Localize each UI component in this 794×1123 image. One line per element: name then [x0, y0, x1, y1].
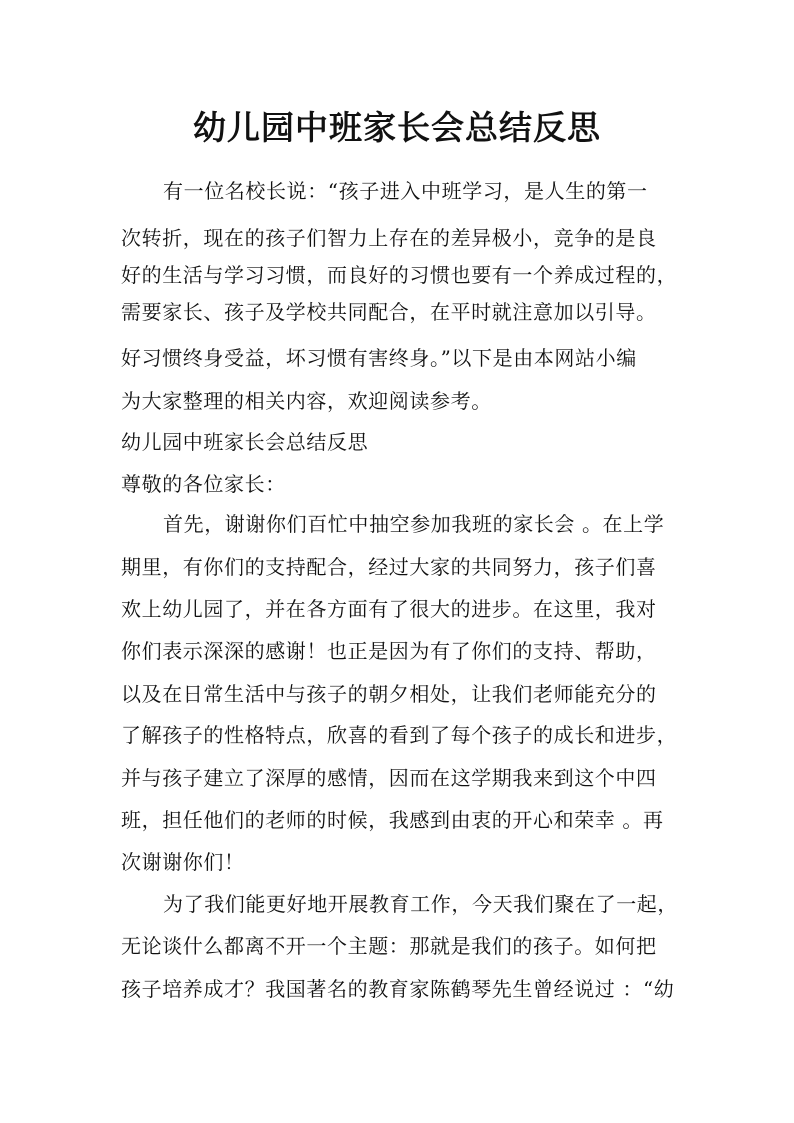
- paragraph-line: 班，担任他们的老师的时候，我感到由衷的开心和荣幸 。再: [121, 808, 664, 832]
- paragraph-line: 好习惯终身受益，坏习惯有害终身。”以下是由本网站小编: [121, 346, 637, 370]
- salutation: 尊敬的各位家长：: [121, 472, 286, 496]
- paragraph-line: 为大家整理的相关内容，欢迎阅读参考。: [121, 389, 492, 413]
- paragraph-line: 孩子培养成才？我国著名的教育家陈鹤琴先生曾经说过 ：“幼: [121, 977, 675, 1001]
- section-heading: 幼儿园中班家长会总结反思: [121, 430, 369, 454]
- paragraph-line: 欢上幼儿园了，并在各方面有了很大的进步。在这里，我对: [121, 597, 657, 621]
- paragraph-line: 需要家长、孩子及学校共同配合，在平时就注意加以引导。: [121, 300, 657, 324]
- paragraph-line: 有一位名校长说：“孩子进入中班学习，是人生的第一: [163, 179, 648, 203]
- paragraph-line: 为了我们能更好地开展教育工作，今天我们聚在了一起，: [163, 892, 678, 916]
- page-title: 幼儿园中班家长会总结反思: [193, 108, 601, 147]
- paragraph-line: 并与孩子建立了深厚的感情，因而在这学期我来到这个中四: [121, 766, 657, 790]
- paragraph-line: 期里，有你们的支持配合，经过大家的共同努力，孩子们喜: [121, 555, 657, 579]
- paragraph-line: 首先，谢谢你们百忙中抽空参加我班的家长会 。在上学: [163, 512, 665, 536]
- paragraph-line: 你们表示深深的感谢！也正是因为有了你们的支持、帮助，: [121, 639, 657, 663]
- paragraph-line: 次转折，现在的孩子们智力上存在的差异极小，竞争的是良: [121, 226, 657, 250]
- paragraph-line: 以及在日常生活中与孩子的朝夕相处，让我们老师能充分的: [121, 682, 657, 706]
- paragraph-line: 好的生活与学习习惯，而良好的习惯也要有一个养成过程的，: [121, 263, 678, 287]
- paragraph-line: 次谢谢你们！: [121, 850, 245, 874]
- paragraph-line: 无论谈什么都离不开一个主题：那就是我们的孩子。如何把: [121, 934, 657, 958]
- paragraph-line: 了解孩子的性格特点，欣喜的看到了每个孩子的成长和进步，: [121, 723, 678, 747]
